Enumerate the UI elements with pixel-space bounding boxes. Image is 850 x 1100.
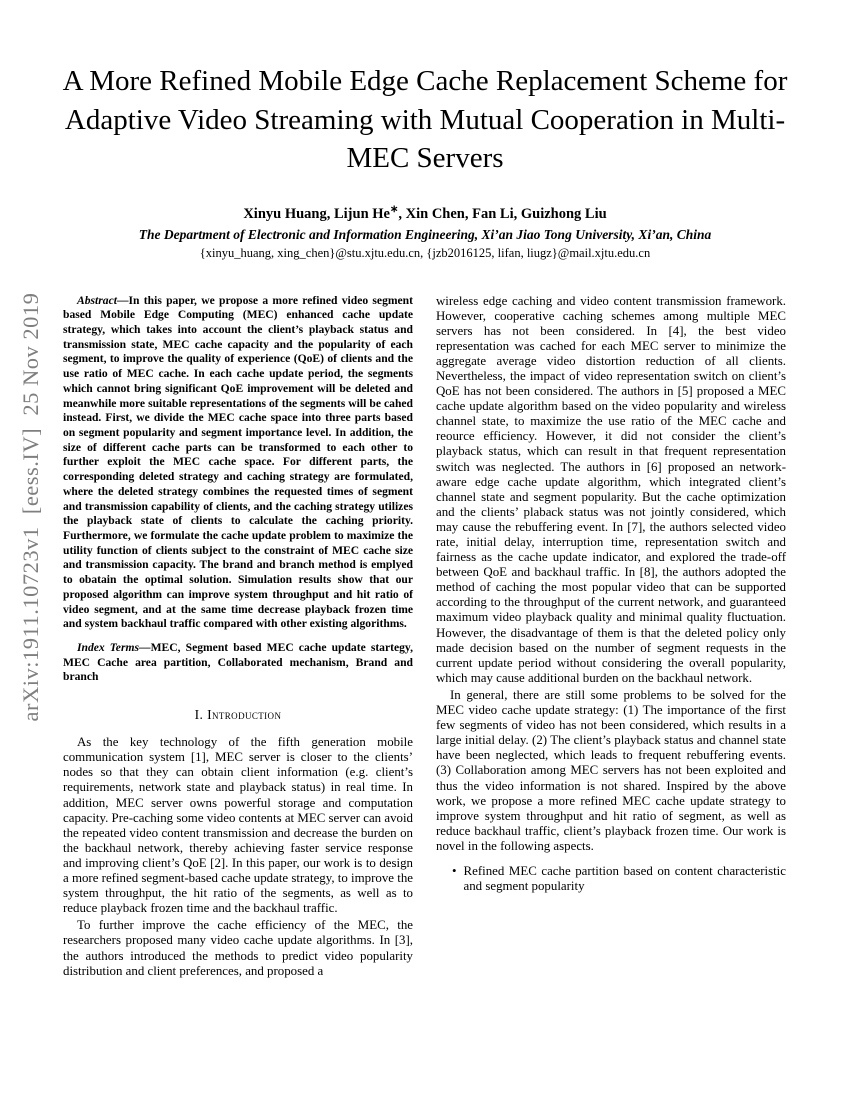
corresponding-author-asterisk: ∗ (389, 203, 399, 215)
abstract-paragraph (63, 294, 413, 633)
list-item (452, 864, 786, 894)
paper-title: A More Refined Mobile Edge Cache Replacement Scheme for Adaptive Video Streaming with Mutual Cooperation in Multi-MEC Servers (62, 65, 788, 175)
index-terms-label: Index Terms— (77, 641, 151, 655)
section-heading-introduction: I. Introduction (194, 707, 282, 723)
affiliation-line: The Department of Electronic and Information Engineering, Xi’an Jiao Tong University, Xi’an, China (138, 226, 712, 242)
intro-paragraph-1: As the key technology of the fifth generation mobile communication system [1], MEC server is closer to the clients’ nodes so that they can obtain client information (e.g. client’s requirements, network state and playback status) in real time. In addition, MEC server owns powerful storage and computation capacity. Pre-caching some video contents at MEC server can avoid the repeated video content transmission and decrease the burden on the backhaul network, thereby achieving faster service response and improving client’s QoE [2]. In this paper, our work is to design a more refined segment-based cache update strategy, to improve the system throughput, the hit ratio of the segments, as well as to reduce playback frozen time and the backhaul traffic. (63, 735, 413, 916)
contribution-list (436, 864, 786, 894)
intro-paragraph-3: wireless edge caching and video content transmission framework. However, cooperative caching schemes among multiple MEC servers has not been considered. In [4], the best video representation was cached for each MEC server to minimize the aggregate average video distortion reduction of all clients. Nevertheless, the impact of video representation switch on client’s QoE has not been considered. The authors in [5] proposed a MEC cache update algorithm based on the video popularity and wireless channel state, to maximize the use ratio of the MEC cache and reource efficiency. However, it did not consider the client’s playback status, which can result in that frequent representation switch was neglected. The authors in [6] proposed an network-aware edge cache update algorithm, which integrated client’s channel state and segment popularity. But the cache optimization and the clients’ plaback status was not jointly considered, which may cause the rebuffering event. In [7], the authors selected video rate, initial delay, interruption time, representation switch and fairness as the cache update indicator, and explored the trade-off between QoE and backhaul traffic. In [8], the authors adopted the method of caching the most popular video that can be supported according to the throughput of the current network, and guaranteed maximum video playback quality and minimal quality fluctuation. However, the disadvantage of them is that the deleted policy only made decision based on the number of segment requests in the current update period without considering the overall popularity, which may cause additional burden on the backhaul network. (436, 293, 786, 685)
abstract-text: In this paper, we propose a more refined video segment based Mobile Edge Computing (MEC) enhanced cache update strategy, which takes into account the client’s playback status and transmission state, MEC cache capacity and the popularity of each segment, to improve the quality of experience (QoE) of clients and the use ratio of MEC cache. In each cache update period, the segments which cannot bring significant QoE improvement will be deleted and meanwhile more suitable representations of the segments will be cahed instead. First, we divide the MEC cache space into three parts based on segment popularity and segment importance level. In addition, the size of different cache parts can be transformed to each other to further exploit the MEC cache space. For different parts, the corresponding deleted strategy and caching strategy are formulated, where the deleted strategy combines the requested times of segment and transmission capability of clients, and the caching strategy utilizes the playback state of clients to calculate the caching priority. Furthermore, we formulate the cache update problem to maximize the utility function of clients subject to the constraint of MEC cache size and transmission capacity. The brand and branch method is emplyed to obatain the optimal solution. Simulation results show that our proposed algorithm can improve system throughput and hit ratio of video segment, and at the same time decrease playback frozen time and system backhaul traffic compared with other existing algorithms. (63, 293, 413, 631)
index-terms-paragraph (63, 641, 413, 685)
authors-names: Xinyu Huang, Lijun He (243, 205, 390, 222)
intro-paragraph-2: To further improve the cache efficiency of the MEC, the researchers proposed many video cache update algorithms. In [3], the authors introduced the methods to predict video popularity distribution and client preferences, and proposed a (63, 918, 413, 978)
authors-line (0, 204, 850, 223)
bullet-icon: • (452, 863, 457, 878)
intro-paragraph-4: In general, there are still some problems to be solved for the MEC video cache update strategy: (1) The importance of the first few segments of video has not been considered, which results in a large initial delay. (2) The client’s playback status and channel state have been neglected, which leads to frequent rebuffering events. (3) Collaboration among MEC servers has not been exploited and thus the video information is not shared. Inspired by the above work, we propose a more refined MEC cache update strategy to improve system throughput and hit ratio of segment, as well as reduce backhaul traffic, client’s playback frozen time. Our work is novel in the following aspects. (436, 687, 786, 853)
abstract-label: Abstract— (77, 293, 129, 307)
right-column (436, 294, 786, 979)
index-terms-text: MEC, Segment based MEC cache update startegy, MEC Cache area partition, Collaborated mechanism, Brand and branch (63, 641, 413, 684)
two-column-body (0, 294, 850, 979)
list-item-text: Refined MEC cache partition based on content characteristic and segment popularity (463, 863, 786, 894)
emails-line: {xinyu_huang, xing_chen}@stu.xjtu.edu.cn, {jzb2016125, lifan, liugz}@mail.xjtu.edu.cn (199, 245, 651, 260)
arxiv-watermark: arXiv:1911.10723v1 [eess.IV] 25 Nov 2019 (18, 292, 43, 722)
left-column (63, 294, 413, 979)
authors-names-rest: , Xin Chen, Fan Li, Guizhong Liu (398, 205, 607, 222)
